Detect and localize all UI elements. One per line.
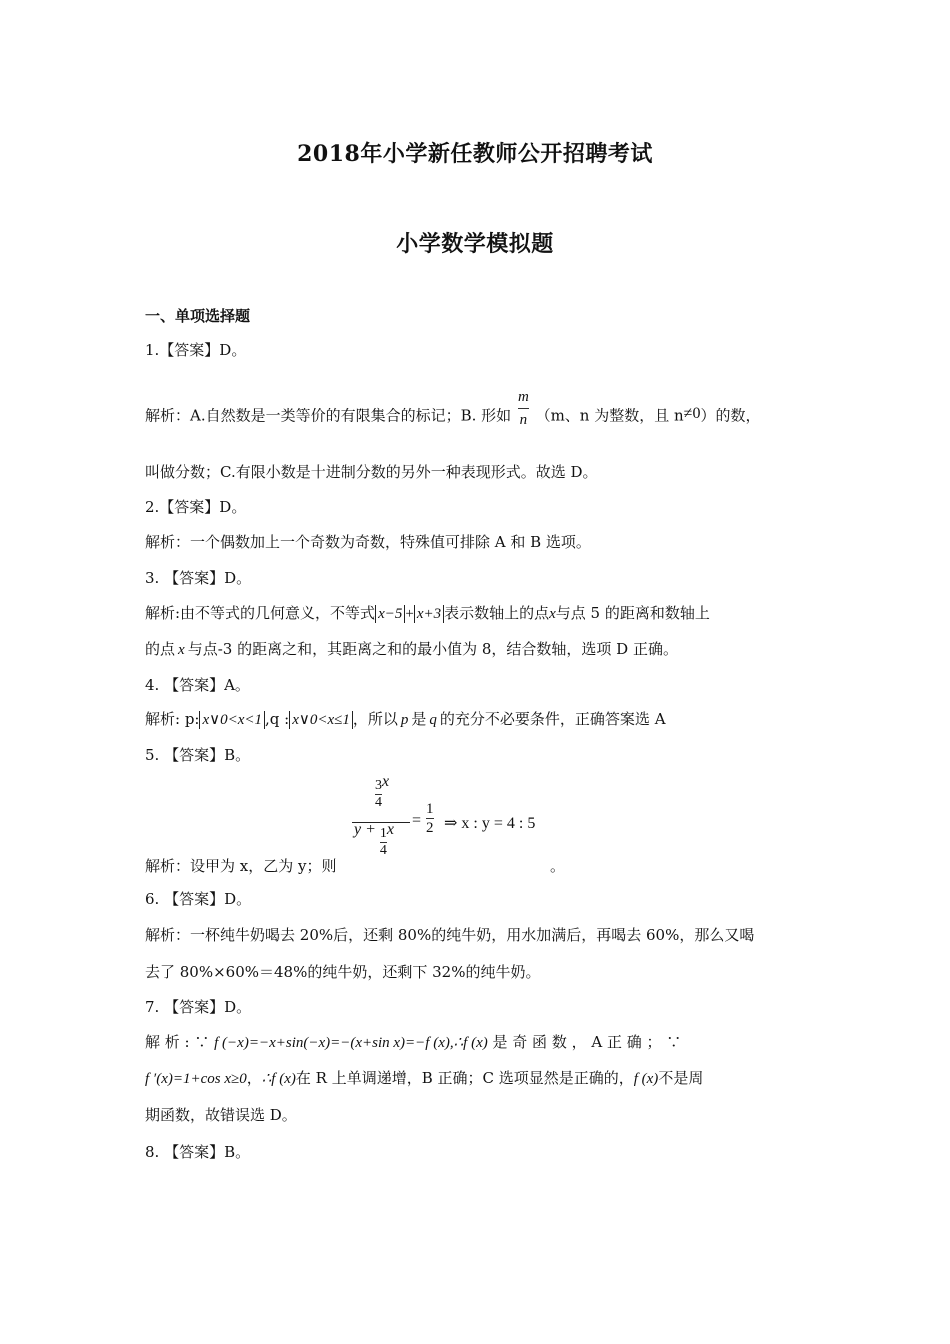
q5-num-x: x <box>381 773 390 791</box>
q4-text-c: ，所以 <box>352 710 398 728</box>
q7-explanation-line3: 期函数，故错误选 D。 <box>145 1106 297 1124</box>
q3-explanation-line2 <box>145 639 810 660</box>
q8-answer: 8. 【答案】B。 <box>145 1143 251 1161</box>
q5-den-fraction <box>380 826 387 859</box>
q3-abs-1: x−5 <box>375 605 405 623</box>
q6-explanation-line1: 解析：一杯纯牛奶喝去 20%后，还剩 80%的纯牛奶，用水加满后，再喝去 60%，那么又喝 <box>145 926 755 944</box>
q7-text-e: 不是周 <box>658 1069 704 1087</box>
q3-text-c: 与点 5 的距离和数轴上 <box>555 604 710 622</box>
q4-set-p: x∨0<x<1 <box>199 711 265 729</box>
q5-explanation: 解析：设甲为 x，乙为 y；则 <box>145 857 337 875</box>
q4-var-p: p <box>400 712 409 728</box>
q1-frac-den: n <box>519 412 528 428</box>
q3-text-d-a: 的点 <box>145 640 176 658</box>
q5-den-top: 1 <box>379 826 387 841</box>
sub-title: 小学数学模拟题 <box>396 231 554 257</box>
q5-answer: 5. 【答案】B。 <box>145 746 251 764</box>
q4-var-q: q <box>429 712 437 728</box>
q5-half-bot: 2 <box>426 820 434 836</box>
q4-answer: 4. 【答案】A。 <box>145 676 250 694</box>
q7-formula-1: f (−x)=−x+sin(−x)=−(x+sin x)=−f (x),∴f (x) <box>214 1035 488 1051</box>
q5-half <box>426 800 434 837</box>
section-heading: 一、单项选择题 <box>145 307 251 325</box>
q5-half-fraction <box>426 800 434 837</box>
q3-plus: + <box>405 606 414 622</box>
q5-big-denominator <box>354 821 424 859</box>
q3-text-d-b: 与点-3 的距离之和，其距离之和的最小值为 8，结合数轴，选项 D 正确。 <box>187 640 678 658</box>
q3-text-b: 表示数轴上的点 <box>444 604 550 622</box>
main-title: 2018年小学新任教师公开招聘考试 <box>297 141 653 167</box>
q4-set-q: x∨0<x≤1 <box>289 711 353 729</box>
q2-explanation: 解析：一个偶数加上一个奇数为奇数，特殊值可排除 A 和 B 选项。 <box>145 533 591 551</box>
q3-explanation-line1 <box>145 603 810 624</box>
q5-num-bot: 4 <box>374 795 382 810</box>
q1-text-a: 解析：A.自然数是一类等价的有限集合的标记；B. 形如 <box>145 406 512 425</box>
q7-text-a: 解 析 : ∵ <box>145 1033 210 1051</box>
q1-text-b: （m、n 为整数，且 n <box>535 406 684 425</box>
q5-half-top: 1 <box>426 801 434 817</box>
q1-neq: ≠0 <box>683 404 701 422</box>
q4-text-d: 是 <box>411 710 427 728</box>
q7-answer: 7. 【答案】D。 <box>145 998 252 1016</box>
q3-var-x: x <box>549 606 556 622</box>
q3-abs-2: x+3 <box>414 605 444 623</box>
q5-num-fraction <box>375 778 382 811</box>
q6-explanation-line2: 去了 80%×60%＝48%的纯牛奶，还剩下 32%的纯牛奶。 <box>145 963 541 981</box>
q7-text-d: 在 R 上单调递增，B 正确；C 选项显然是正确的， <box>295 1069 634 1087</box>
q5-big-numerator <box>352 773 412 811</box>
q4-text-b: ,q : <box>265 710 290 728</box>
q5-den-bot: 4 <box>379 843 387 858</box>
q7-explanation-line2 <box>145 1068 810 1089</box>
q5-den-x: x <box>386 821 395 839</box>
q5-result: ⇒ x : y = 4 : 5 <box>444 815 536 832</box>
q5-den-y: y + <box>354 821 376 839</box>
q3-answer: 3. 【答案】D。 <box>145 569 252 587</box>
q5-equals: = <box>412 812 422 829</box>
q4-text-a: 解析: p: <box>145 710 200 728</box>
q1-frac-num: m <box>517 389 529 405</box>
q1-answer: 1.【答案】D。 <box>145 341 247 359</box>
q3-text-a: 解析:由不等式的几何意义，不等式 <box>145 604 376 622</box>
q6-answer: 6. 【答案】D。 <box>145 890 252 908</box>
q7-text-b: 是 奇 函 数 ， A 正 确 ； ∵ <box>492 1033 682 1051</box>
q3-var-x-2: x <box>178 642 185 658</box>
q4-text-e: 的充分不必要条件，正确答案选 A <box>439 710 666 728</box>
q7-formula-4: f (x) <box>633 1071 659 1087</box>
q7-formula-2: f ′(x)=1+cos x≥0 <box>145 1071 247 1087</box>
q1-text-c: ）的数， <box>700 406 761 425</box>
q1-explanation-line2: 叫做分数；C.有限小数是十进制分数的另外一种表现形式。故选 D。 <box>145 463 598 481</box>
q7-text-c: ， <box>246 1069 262 1087</box>
q5-period: 。 <box>550 857 566 875</box>
q1-explanation-line1 <box>145 389 810 439</box>
q2-answer: 2.【答案】D。 <box>145 498 247 516</box>
q5-num-top: 3 <box>374 778 382 793</box>
q7-formula-3: ∴f (x) <box>261 1071 296 1087</box>
q4-explanation <box>145 709 810 730</box>
q7-explanation-line1 <box>145 1032 810 1053</box>
q1-fraction <box>518 386 529 431</box>
